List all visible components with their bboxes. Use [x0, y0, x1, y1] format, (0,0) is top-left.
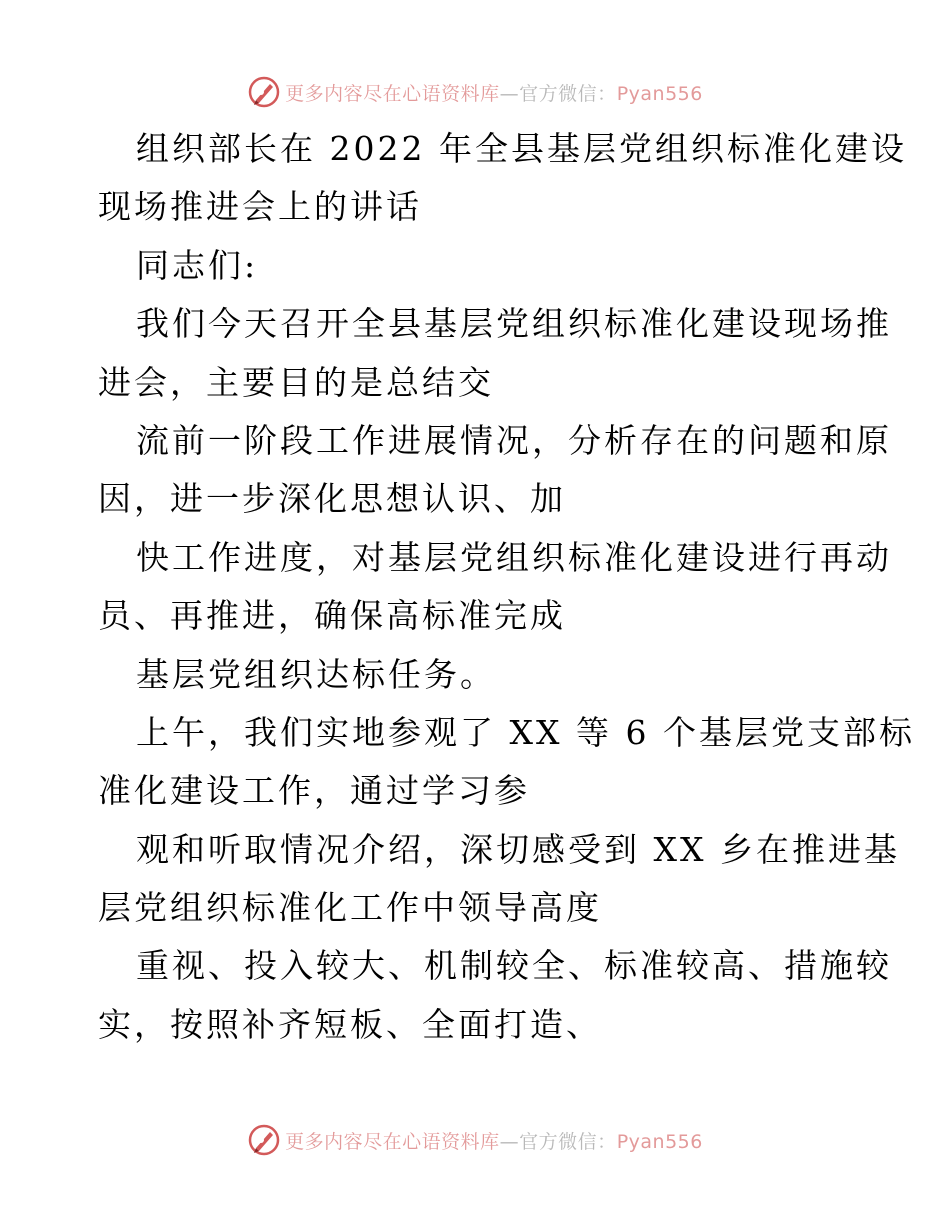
document-line: 观和听取情况介绍，深切感受到 XX 乡在推进基 [136, 829, 900, 869]
watermark-dash: — [499, 1130, 520, 1153]
watermark-main-text: 更多内容尽在心语资料库 [285, 1130, 500, 1153]
document-line: 进会，主要目的是总结交 [98, 362, 494, 402]
document-line: 上午，我们实地参观了 XX 等 6 个基层党支部标 [136, 712, 915, 752]
document-line: 重视、投入较大、机制较全、标准较高、措施较 [136, 946, 892, 986]
watermark-wechat-label: 官方微信： [519, 1130, 617, 1153]
document-line: 同志们: [136, 245, 259, 285]
watermark-main-text: 更多内容尽在心语资料库 [285, 82, 500, 105]
document-line: 现场推进会上的讲话 [98, 187, 422, 227]
pen-logo-icon [247, 75, 281, 109]
document-line: 组织部长在 2022 年全县基层党组织标准化建设 [136, 129, 907, 168]
footer-watermark [0, 1120, 950, 1160]
document-line: 基层党组织达标任务。 [136, 654, 496, 694]
watermark-dash: — [499, 82, 520, 105]
document-line: 快工作进度，对基层党组织标准化建设进行再动 [136, 537, 892, 577]
watermark-wechat-id: Pyan556 [616, 82, 703, 105]
header-watermark [0, 72, 950, 112]
document-line: 流前一阶段工作进展情况，分析存在的问题和原 [136, 420, 892, 460]
watermark-wechat-id: Pyan556 [616, 1130, 703, 1153]
document-line: 员、再推进，确保高标准完成 [98, 596, 566, 636]
document-line: 准化建设工作，通过学习参 [98, 771, 530, 811]
document-line: 实，按照补齐短板、全面打造、 [98, 1004, 602, 1044]
watermark-wechat-label: 官方微信： [519, 82, 617, 105]
document-line: 层党组织标准化工作中领导高度 [98, 888, 602, 928]
document-line: 因，进一步深化思想认识、加 [98, 479, 566, 519]
document-body [98, 120, 915, 1054]
document-line: 我们今天召开全县基层党组织标准化建设现场推 [136, 304, 892, 344]
pen-logo-icon [247, 1123, 281, 1157]
